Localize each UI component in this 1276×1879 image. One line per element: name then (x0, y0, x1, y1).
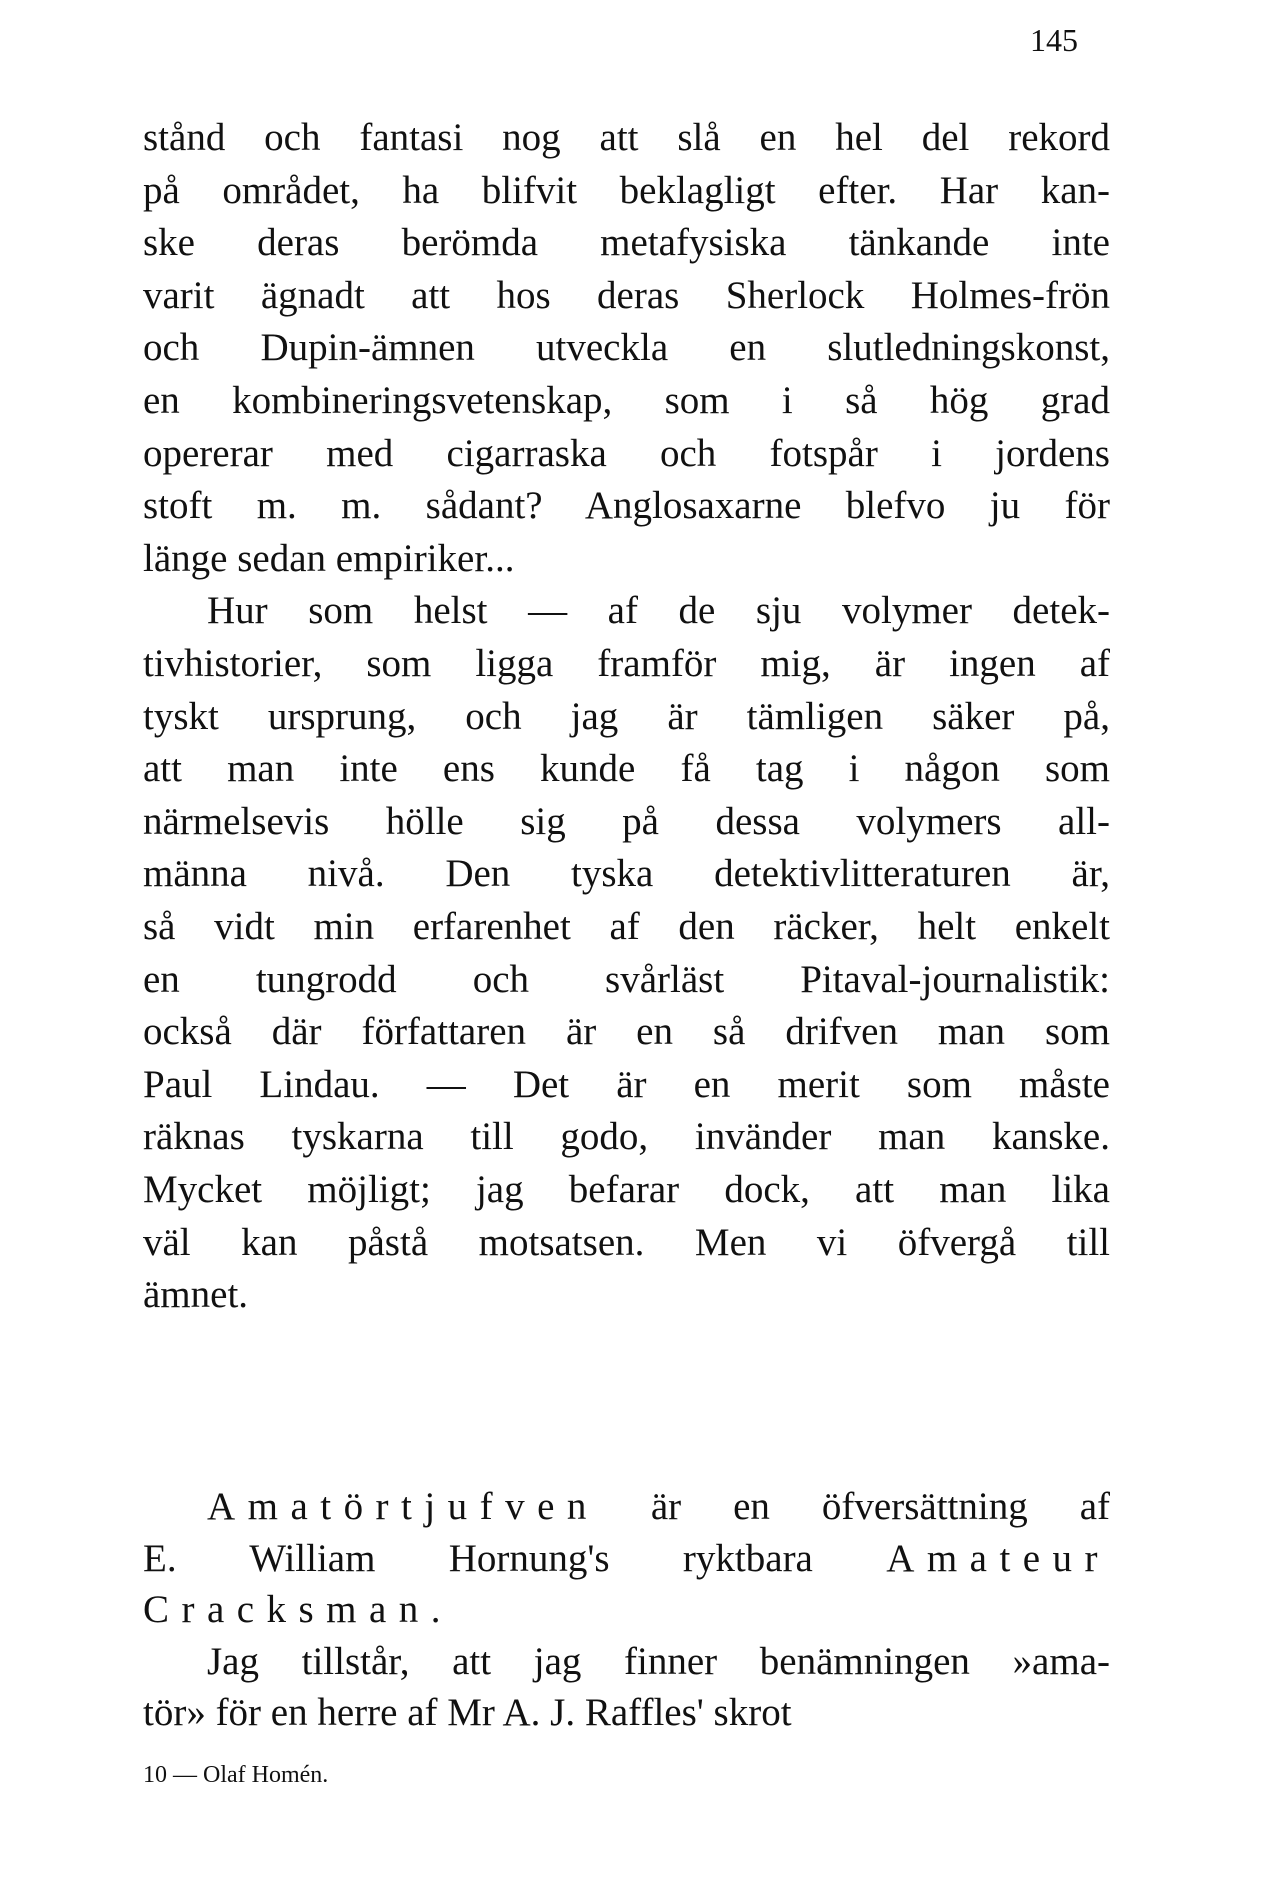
text-line (143, 848, 1110, 900)
text-line (143, 480, 1110, 532)
text-line (207, 585, 1110, 637)
text-segment: männa nivå. Den tyska detektivlitteraturen är, (143, 852, 1110, 896)
text-segment: stånd och fantasi nog att slå en hel del rekord (143, 116, 1110, 159)
page-number: 145 (1030, 22, 1078, 58)
text-line (143, 375, 1110, 427)
text-line (143, 1533, 1110, 1585)
text-segment: ske deras berömda metafysiska tänkande inte (143, 221, 1110, 265)
text-line (143, 533, 1110, 585)
text-segment: E. William Hornung's ryktbara (143, 1536, 887, 1580)
text-line (207, 1481, 1110, 1533)
text-line (143, 901, 1110, 953)
spaced-title-text: Amateur (886, 1536, 1110, 1580)
text-line (143, 1164, 1110, 1216)
text-line (207, 1636, 1110, 1688)
text-line (143, 954, 1110, 1006)
text-segment: Mycket möjligt; jag befarar dock, att man lika (143, 1168, 1110, 1211)
text-line (143, 796, 1110, 848)
text-line (143, 1217, 1110, 1269)
text-segment: på området, ha blifvit beklagligt efter. Har kan- (143, 168, 1110, 212)
text-line (143, 1006, 1110, 1058)
text-segment: en tungrodd och svårläst Pitaval-journalistik: (143, 957, 1110, 1001)
text-segment: så vidt min erfarenhet af den räcker, helt enkelt (143, 905, 1110, 948)
text-segment: och Dupin-ämnen utveckla en slutledningskonst, (143, 326, 1110, 370)
text-line (143, 270, 1110, 322)
text-segment: ämnet. (143, 1273, 249, 1317)
text-segment: Jag tillstår, att jag finner benämningen »ama- (207, 1639, 1110, 1683)
text-segment: Paul Lindau. — Det är en merit som måste (143, 1062, 1110, 1106)
text-line (143, 638, 1110, 690)
text-segment: är en öfversättning af (598, 1485, 1110, 1528)
text-segment: Hur som helst — af de sju volymer detek- (207, 589, 1110, 633)
text-line (143, 1687, 1110, 1739)
text-segment: också där författaren är en så drifven man som (143, 1010, 1110, 1054)
text-segment: att man inte ens kunde få tag i någon som (143, 747, 1110, 791)
text-segment: räknas tyskarna till godo, invänder man kanske. (143, 1115, 1110, 1159)
text-segment: en kombineringsvetenskap, som i så hög grad (143, 379, 1110, 422)
text-segment: tivhistorier, som ligga framför mig, är ingen af (143, 642, 1110, 685)
text-segment: . (430, 1588, 441, 1632)
text-line (143, 322, 1110, 374)
signature-footer: 10 — Olaf Homén. (143, 1762, 329, 1788)
text-line (143, 112, 1110, 164)
spaced-title-text: Amatörtjufven (207, 1485, 599, 1528)
text-line (143, 165, 1110, 217)
text-line (143, 743, 1110, 795)
text-segment: väl kan påstå motsatsen. Men vi öfvergå till (143, 1220, 1110, 1264)
text-line (143, 1269, 1110, 1321)
text-line (143, 1584, 1110, 1636)
text-segment: länge sedan empiriker... (143, 536, 515, 580)
text-segment: tyskt ursprung, och jag är tämligen säker på, (143, 694, 1110, 738)
text-segment: varit ägnadt att hos deras Sherlock Holmes-frön (143, 273, 1110, 317)
text-segment: opererar med cigarraska och fotspår i jordens (143, 431, 1110, 475)
text-line (143, 1111, 1110, 1163)
spaced-title-text: Cracksman (143, 1588, 431, 1632)
text-line (143, 1059, 1110, 1111)
text-line (143, 217, 1110, 269)
text-segment: stoft m. m. sådant? Anglosaxarne blefvo ju för (143, 484, 1110, 528)
text-segment: tör» för en herre af Mr A. J. Raffles' skrot (143, 1691, 792, 1735)
text-line (143, 428, 1110, 480)
text-segment: närmelsevis hölle sig på dessa volymers all- (143, 799, 1110, 843)
text-line (143, 691, 1110, 743)
